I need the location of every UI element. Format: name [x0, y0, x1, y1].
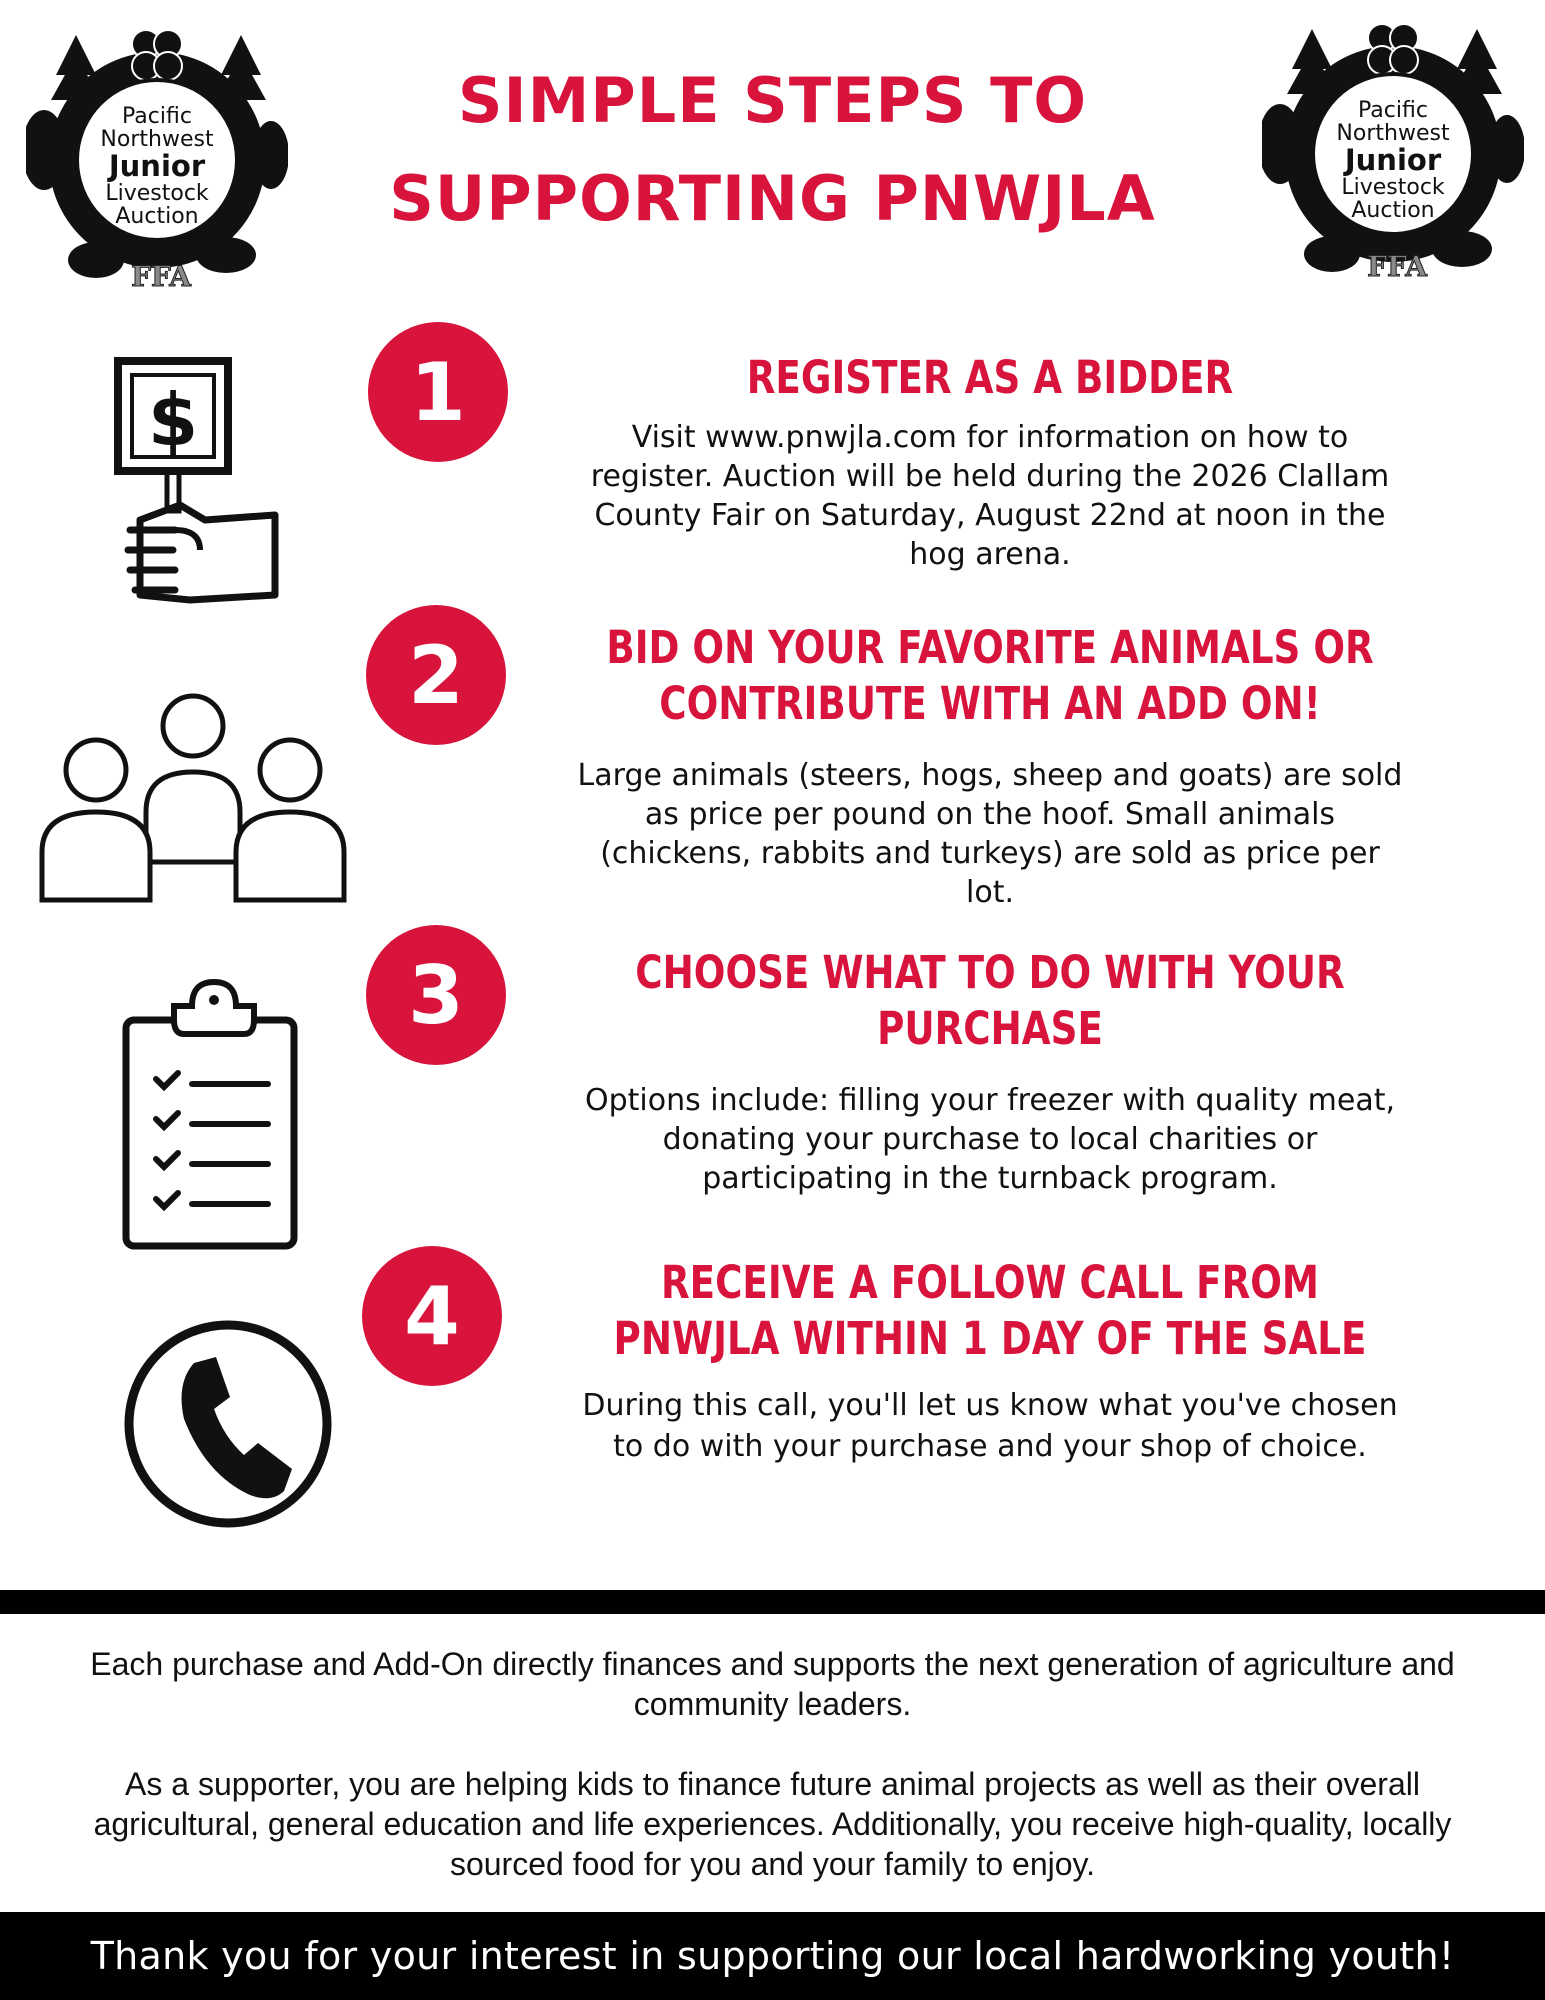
footer-para-1-line-1: Each purchase and Add-On directly finances and supports the next generation of agriculture and: [90, 1646, 1455, 1682]
step-2-body-line-1: Large animals (steers, hogs, sheep and goats) are sold: [577, 758, 1403, 793]
footer-para-2-line-2: agricultural, general education and life experiences. Additionally, you receive high-quality, locally: [93, 1806, 1452, 1842]
hand-holding-dollar-sign-icon: [110, 355, 290, 625]
thank-you-banner: [0, 1912, 1545, 2000]
step-3-number: 3: [366, 925, 506, 1065]
footer-para-2-line-3: sourced food for you and your family to enjoy.: [449, 1846, 1096, 1882]
logo-line-livestock: Livestock: [1341, 174, 1445, 200]
footer-para-1-line-2: community leaders.: [633, 1686, 912, 1722]
logo-line-pacific: Pacific: [122, 104, 192, 129]
step-4-body-line-1: During this call, you'll let us know what you've chosen: [582, 1388, 1398, 1423]
section-divider: [0, 1590, 1545, 1614]
step-2-body-line-4: lot.: [966, 875, 1014, 910]
logo-line-junior: Junior: [108, 149, 206, 184]
step-1-body-line-3: County Fair on Saturday, August 22nd at noon in the: [594, 498, 1386, 533]
step-3-title-line-2: PURCHASE: [877, 1002, 1103, 1055]
step-3-body-line-2: donating your purchase to local charities or: [662, 1122, 1318, 1157]
step-1-number: 1: [368, 322, 508, 462]
step-4-number: 4: [362, 1246, 502, 1386]
step-2-title-line-1: BID ON YOUR FAVORITE ANIMALS OR: [606, 621, 1374, 674]
step-2-body-line-2: as price per pound on the hoof. Small animals: [644, 797, 1336, 832]
clipboard-checklist-icon: [122, 976, 300, 1252]
step-3-title-line-1: CHOOSE WHAT TO DO WITH YOUR: [635, 946, 1345, 999]
logo-line-livestock: Livestock: [105, 180, 209, 206]
step-2-title-line-2: CONTRIBUTE WITH AN ADD ON!: [659, 677, 1321, 730]
phone-icon: [122, 1318, 334, 1530]
logo-line-northwest: Northwest: [1336, 121, 1450, 147]
logo-text: [1323, 99, 1463, 222]
step-4-body-line-2: to do with your purchase and your shop of choice.: [613, 1429, 1367, 1464]
step-3-body-line-3: participating in the turnback program.: [702, 1161, 1278, 1196]
logo-text: [87, 105, 227, 228]
step-1-body-line-2: register. Auction will be held during the 2026 Clallam: [590, 459, 1390, 494]
page-title-line-2: SUPPORTING PNWJLA: [389, 162, 1156, 235]
step-3-body-line-1: Options include: filling your freezer with quality meat,: [584, 1083, 1396, 1118]
logo-left: [26, 20, 288, 293]
logo-line-junior: Junior: [1344, 143, 1442, 178]
svg-text:$: $: [147, 378, 199, 462]
group-of-people-icon: [38, 692, 348, 904]
logo-line-northwest: Northwest: [100, 127, 214, 153]
footer-para-2-line-1: As a supporter, you are helping kids to finance future animal projects as well as their overall: [125, 1766, 1420, 1802]
step-2-number: 2: [366, 605, 506, 745]
logo-line-auction: Auction: [1351, 197, 1435, 223]
step-4-title-line-1: RECEIVE A FOLLOW CALL FROM: [660, 1256, 1320, 1309]
logo-ffa-badge: FFA: [1367, 250, 1427, 283]
logo-line-auction: Auction: [115, 203, 199, 229]
logo-right: [1262, 14, 1524, 284]
logo-ffa-badge: FFA: [131, 260, 191, 293]
step-1-body-line-4: hog arena.: [909, 537, 1071, 572]
step-4-title-line-2: PNWJLA WITHIN 1 DAY OF THE SALE: [613, 1312, 1367, 1365]
step-1-body-line-1: Visit www.pnwjla.com for information on how to: [631, 420, 1349, 455]
logo-line-pacific: Pacific: [1358, 98, 1428, 123]
step-1-title: REGISTER AS A BIDDER: [746, 351, 1234, 404]
step-2-body-line-3: (chickens, rabbits and turkeys) are sold as price per: [600, 836, 1380, 871]
page-title-line-1: SIMPLE STEPS TO: [457, 64, 1088, 137]
thank-you-text: Thank you for your interest in supporting our local hardworking youth!: [90, 1934, 1455, 1978]
